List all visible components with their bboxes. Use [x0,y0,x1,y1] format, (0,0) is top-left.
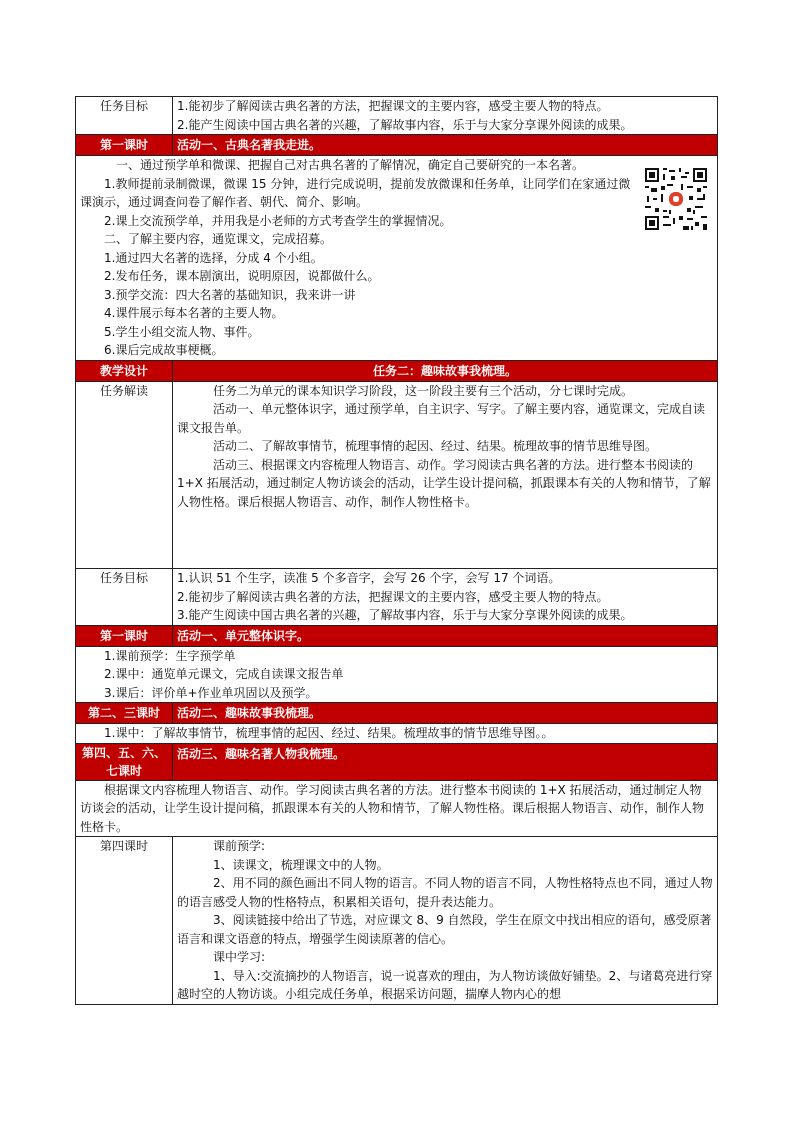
interpret-line: 任务二为单元的课本知识学习阶段，这一阶段主要有三个活动，分七课时完成。 [213,383,634,398]
goal-line: 2.能产生阅读中国古典名著的兴趣，了解故事内容，乐于与大家分享课外阅读的成果。 [177,117,633,132]
lesson-body [76,724,718,744]
goal-row-1 [76,97,718,135]
goal-line: 3.能产生阅读中国古典名著的兴趣，了解故事内容，乐于与大家分享课外阅读的成果。 [177,608,633,622]
lesson-label: 第一课时 [76,625,173,646]
pre-item: 3、阅读链接中给出了节选，对应课文 8、9 自然段，学生在原文中找出相应的语句，感受原著语言和课文语意的特点，增强学生阅读原著的信心。 [177,913,712,946]
lesson-plan-table [75,96,718,1005]
lesson-body-row [76,646,718,703]
pre-item: 1、读课文，梳理课文中的人物。 [213,857,389,872]
goal-line: 1.能初步了解阅读古典名著的方法，把握课文的主要内容，感受主要人物的特点。 [177,99,609,113]
in-class-title: 课中学习: [213,950,266,964]
interpret-row [76,381,718,569]
lesson-label: 第四、五、六、七课时 [76,743,173,780]
qr-code[interactable] [645,168,707,230]
body-item: 2.课上交流预学单，并用我是小老师的方式考查学生的掌握情况。 [104,213,452,228]
goal-line: 2.能初步了解阅读古典名著的方法，把握课文的主要内容，感受主要人物的特点。 [177,589,609,604]
lesson-label: 第一课时 [76,135,173,156]
interpret-content [173,381,718,569]
body-item: 2.课中：通览单元课文，完成自读课文报告单 [104,667,344,681]
interpret-label: 任务解读 [76,381,173,569]
design-header-row [76,360,718,381]
lesson-body [76,646,718,703]
body-item: 2.发布任务，课本剧演出，说明原因，说都做什么。 [104,269,380,283]
lesson4-content [173,837,718,1005]
lesson-body-row [76,724,718,744]
body-paragraph: 根据课文内容梳理人物语言、动作。学习阅读古典名著的方法。进行整本书阅读的 1+X 拓展活动，通过制定人物访谈会的活动，让学生设计提问稿，抓跟课本有关的人物和情节，了解人物性格。课后根据人物语言、动作，制作人物性格卡。 [80,782,705,834]
lesson-title: 活动一、古典名著我走进。 [173,135,718,156]
goal-label: 任务目标 [76,569,173,626]
body-item: 5.学生小组交流人物、事件。 [104,324,260,339]
lesson-title: 活动一、单元整体识字。 [173,625,718,646]
lesson-body-row [76,156,718,361]
body-item: 4.课件展示每本名著的主要人物。 [104,306,284,320]
lesson-title: 活动二、趣味故事我梳理。 [173,703,718,724]
goal-row-2 [76,569,718,626]
body-item: 3.课后：评价单+作业单巩固以及预学。 [104,685,318,700]
body-item: 1.通过四大名著的选择，分成 4 个小组。 [104,250,323,265]
body-item: 1.教师提前录制微课，微课 15 分钟，进行完成说明，提前发放微课和任务单，让同学们在家通过微课演示，通过调查问卷了解作者、朝代、简介、影响。 [80,176,631,209]
design-label: 教学设计 [76,360,173,381]
goal-content [173,569,718,626]
lesson4-label: 第四课时 [76,837,173,1005]
in-class-text: 1、导入:交流摘抄的人物语言，说一说喜欢的理由，为人物访谈做好铺垫。2、与诸葛亮进行穿越时空的人物访谈。小组完成任务单，根据采访问题，揣摩人物内心的想 [177,968,713,1001]
lesson-label: 第二、三课时 [76,703,173,724]
body-paragraph: 二、了解主要内容，通览课文，完成招募。 [104,232,333,246]
lesson-header-row [76,625,718,646]
lesson-header-row [76,135,718,156]
body-item: 6.课后完成故事梗概。 [104,343,224,357]
body-paragraph: 一、通过预学单和微课、把握自己对古典名著的了解情况，确定自己要研究的一本名著。 [116,158,585,172]
goal-line: 1.认识 51 个生字，读准 5 个多音字，会写 26 个字，会写 17 个词语。 [177,571,561,585]
lesson-title: 活动三、趣味名著人物我梳理。 [173,743,718,780]
pre-item: 2、用不同的颜色画出不同人物的语言。不同人物的语言不同，人物性格特点也不同，通过人物的语言感受人物的性格特点，积累相关语句，提升表达能力。 [177,876,713,909]
lesson-header-row [76,703,718,724]
body-item: 3.预学交流：四大名著的基础知识，我来讲一讲 [104,287,356,302]
goal-label: 任务目标 [76,97,173,135]
goal-content [173,97,718,135]
lesson-body [76,780,718,837]
body-item: 1.课中：了解故事情节，梳理事情的起因、经过、结果。梳理故事的情节思维导图。。 [104,726,554,740]
interpret-line: 活动二、了解故事情节，梳理事情的起因、经过、结果。梳理故事的情节思维导图。 [213,439,658,453]
interpret-line: 活动一、单元整体识字，通过预学单，自主识字、写字。了解主要内容，通览课文，完成自读课文报告单。 [177,402,706,435]
pre-title: 课前预学: [213,839,266,853]
interpret-line: 活动三、根据课文内容梳理人物语言、动作。学习阅读古典名著的方法。进行整本书阅读的 1+X 拓展活动，通过制定人物访谈会的活动，让学生设计提问稿，抓跟课本有关的人物和情节，了解人物性格。课后根据人物语言、动作，制作人物性格卡。 [177,457,711,509]
lesson-header-row [76,743,718,780]
lesson-body-row [76,780,718,837]
design-title: 任务二：趣味故事我梳理。 [173,360,718,381]
blank-space [177,511,713,568]
body-item: 1.课前预学：生字预学单 [104,648,236,663]
lesson-body [76,156,718,361]
lesson4-row [76,837,718,1005]
